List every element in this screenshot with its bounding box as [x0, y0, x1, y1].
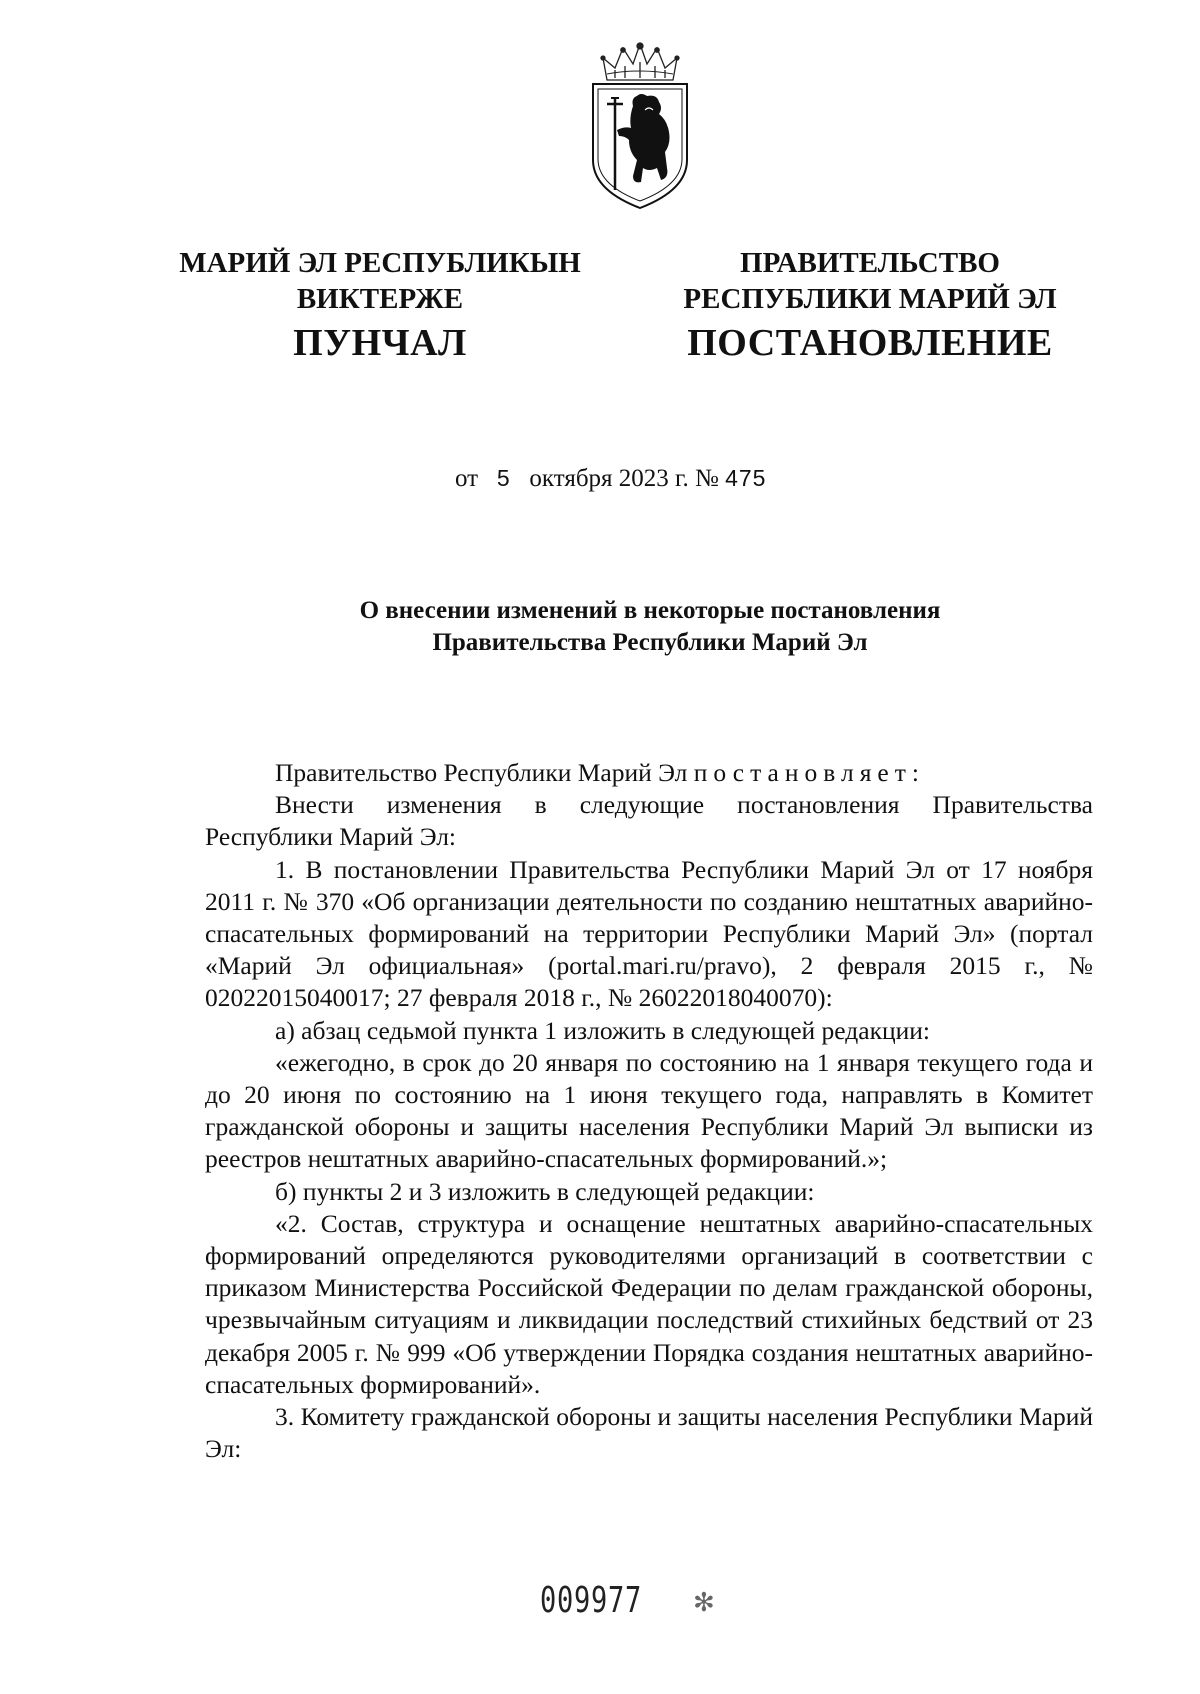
- body-paragraph-5: б) пункты 2 и 3 изложить в следующей редакции:: [275, 1176, 815, 1206]
- body-paragraph-2: 1. В постановлении Правительства Республики Марий Эл от 17 ноября 2011 г. № 370 «Об организации деятельности по созданию нештатных аварийно-спасательных формирований на территории Республики Марий Эл» (портал «Марий Эл официальная» (portal.mari.ru/pravo), 2 февраля 2015 г., № 02022015040017; 27 февраля 2018 г., № 26022018040070):: [205, 854, 1093, 1013]
- document-body: [205, 757, 1093, 1465]
- body-paragraph-3: а) абзац седьмой пункта 1 изложить в следующей редакции:: [275, 1015, 930, 1045]
- date-day: 5: [496, 465, 511, 491]
- header-right-block: [640, 245, 1100, 364]
- body-intro: [205, 757, 1093, 789]
- body-paragraph-1: Внести изменения в следующие постановления Правительства Республики Марий Эл:: [205, 790, 1093, 852]
- date-prefix: от: [455, 465, 479, 492]
- body-paragraph-4: «ежегодно, в срок до 20 января по состоянию на 1 января текущего года и до 20 июня по состоянию на 1 июня текущего года, направлять в Комитет гражданской обороны и защиты населения Республики Марий Эл выписки из реестров нештатных аварийно-спасательных формирований.»;: [205, 1047, 1093, 1174]
- coat-of-arms-icon: [585, 40, 695, 215]
- header-right-doc-type: ПОСТАНОВЛЕНИЕ: [687, 322, 1053, 364]
- header-left-line1: МАРИЙ ЭЛ РЕСПУБЛИКЫН: [179, 247, 581, 279]
- document-date-line: [455, 465, 766, 493]
- body-intro-text: Правительство Республики Марий Эл: [275, 758, 694, 787]
- header-left-doc-type: ПУНЧАЛ: [293, 322, 467, 364]
- document-title-line1: О внесении изменений в некоторые постановления: [359, 597, 941, 624]
- document-title: [150, 595, 1150, 659]
- header-left-block: [170, 245, 590, 364]
- date-month-year: октября 2023 г. №: [529, 465, 719, 492]
- asterisk-stamp-icon: ✻: [693, 1588, 715, 1618]
- header-right-line2: РЕСПУБЛИКИ МАРИЙ ЭЛ: [683, 283, 1057, 315]
- document-number: 475: [725, 465, 767, 491]
- header-left-line2: ВИКТЕРЖЕ: [296, 283, 464, 315]
- body-paragraph-6: «2. Состав, структура и оснащение нештатных аварийно-спасательных формирований определяются руководителями организаций в соответствии с приказом Министерства Российской Федерации по делам гражданской обороны, чрезвычайным ситуациям и ликвидации последствий стихийных бедствий от 23 декабря 2005 г. № 999 «Об утверждении Порядка создания нештатных аварийно-спасательных формирований».: [205, 1208, 1093, 1399]
- header-right-line1: ПРАВИТЕЛЬСТВО: [740, 247, 1000, 279]
- body-intro-spaced: постановляет:: [693, 758, 925, 787]
- document-title-line2: Правительства Республики Марий Эл: [432, 629, 868, 656]
- serial-number: 009977: [540, 1580, 643, 1621]
- body-paragraph-7: 3. Комитету гражданской обороны и защиты населения Республики Марий Эл:: [205, 1402, 1093, 1464]
